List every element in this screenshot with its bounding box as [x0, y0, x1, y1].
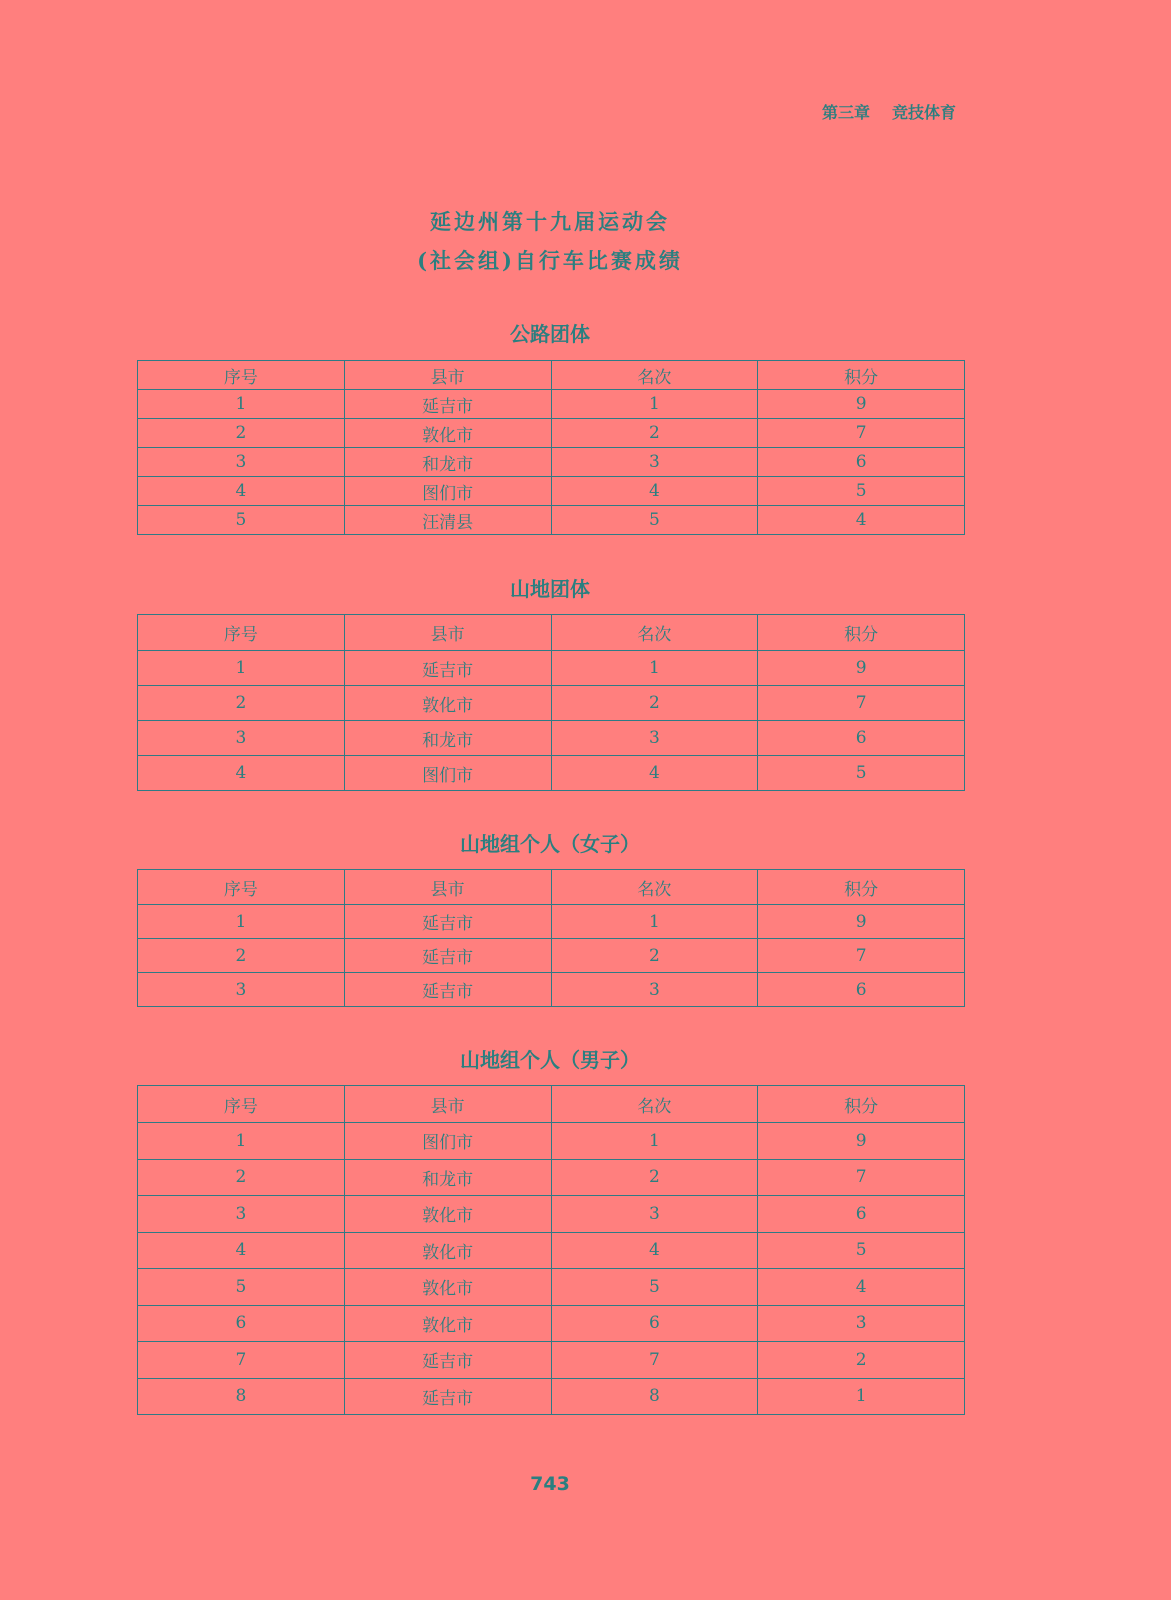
table-cell: 9	[758, 905, 965, 939]
table-cell: 延吉市	[344, 1342, 551, 1379]
table-row	[138, 1305, 965, 1342]
table-cell: 1	[551, 651, 758, 686]
table-cell: 6	[758, 448, 965, 477]
table-cell: 2	[551, 686, 758, 721]
table-cell: 5	[551, 506, 758, 535]
table-cell: 9	[758, 1123, 965, 1160]
table-cell: 3	[138, 721, 345, 756]
column-header: 序号	[138, 361, 345, 390]
table-row	[138, 390, 965, 419]
column-header: 名次	[551, 615, 758, 651]
table-cell: 7	[758, 939, 965, 973]
table-cell: 图们市	[344, 1123, 551, 1160]
column-header: 名次	[551, 361, 758, 390]
section-title: 公路团体	[510, 322, 590, 346]
table-row	[138, 1342, 965, 1379]
table-cell: 4	[758, 506, 965, 535]
table-cell: 4	[138, 477, 345, 506]
table-cell: 3	[138, 973, 345, 1007]
table-cell: 和龙市	[344, 1159, 551, 1196]
table-cell: 5	[551, 1269, 758, 1306]
table-cell: 5	[138, 1269, 345, 1306]
table-cell: 敦化市	[344, 1232, 551, 1269]
table-cell: 2	[758, 1342, 965, 1379]
table-row	[138, 477, 965, 506]
table-header-row	[138, 1086, 965, 1123]
table-cell: 7	[551, 1342, 758, 1379]
table-row	[138, 756, 965, 791]
table-header-row	[138, 615, 965, 651]
table-cell: 2	[138, 686, 345, 721]
table-cell: 4	[551, 477, 758, 506]
table-cell: 3	[758, 1305, 965, 1342]
table-cell: 延吉市	[344, 1378, 551, 1415]
table-cell: 7	[138, 1342, 345, 1379]
table-cell: 1	[551, 1123, 758, 1160]
table-cell: 1	[138, 905, 345, 939]
table-cell: 4	[138, 756, 345, 791]
document-title-line2: (社会组)自行车比赛成绩	[417, 248, 683, 273]
table-cell: 敦化市	[344, 1269, 551, 1306]
table-cell: 敦化市	[344, 1196, 551, 1233]
table-row	[138, 1269, 965, 1306]
table-row	[138, 721, 965, 756]
table-cell: 4	[551, 756, 758, 791]
section-title: 山地组个人（男子）	[460, 1048, 640, 1072]
table-cell: 2	[551, 939, 758, 973]
results-table	[137, 360, 965, 535]
table-row	[138, 973, 965, 1007]
table-row	[138, 1123, 965, 1160]
table-cell: 延吉市	[344, 651, 551, 686]
table-cell: 7	[758, 419, 965, 448]
table-cell: 5	[758, 756, 965, 791]
table-cell: 2	[138, 419, 345, 448]
table-cell: 7	[758, 1159, 965, 1196]
table-cell: 1	[138, 1123, 345, 1160]
table-cell: 1	[758, 1378, 965, 1415]
table-cell: 9	[758, 390, 965, 419]
table-cell: 4	[138, 1232, 345, 1269]
table-header-row	[138, 870, 965, 905]
table-row	[138, 419, 965, 448]
table-cell: 1	[551, 905, 758, 939]
results-table	[137, 1085, 965, 1415]
table-cell: 和龙市	[344, 721, 551, 756]
table-cell: 3	[138, 1196, 345, 1233]
table-cell: 2	[138, 939, 345, 973]
column-header: 名次	[551, 870, 758, 905]
column-header: 名次	[551, 1086, 758, 1123]
table-row	[138, 448, 965, 477]
table-cell: 2	[551, 1159, 758, 1196]
table-cell: 5	[138, 506, 345, 535]
table-row	[138, 1378, 965, 1415]
table-cell: 7	[758, 686, 965, 721]
page-number: 743	[530, 1473, 570, 1495]
table-cell: 3	[551, 448, 758, 477]
column-header: 积分	[758, 1086, 965, 1123]
table-cell: 延吉市	[344, 973, 551, 1007]
table-cell: 图们市	[344, 756, 551, 791]
table-cell: 2	[138, 1159, 345, 1196]
table-cell: 6	[758, 1196, 965, 1233]
table-cell: 5	[758, 1232, 965, 1269]
chapter-title: 竞技体育	[892, 103, 957, 122]
column-header: 序号	[138, 615, 345, 651]
table-cell: 延吉市	[344, 390, 551, 419]
document-title-line1: 延边州第十九届运动会	[430, 209, 670, 234]
table-cell: 4	[758, 1269, 965, 1306]
column-header: 积分	[758, 870, 965, 905]
table-cell: 1	[138, 651, 345, 686]
table-header-row	[138, 361, 965, 390]
table-row	[138, 651, 965, 686]
table-cell: 8	[551, 1378, 758, 1415]
column-header: 县市	[344, 1086, 551, 1123]
column-header: 序号	[138, 870, 345, 905]
table-cell: 延吉市	[344, 939, 551, 973]
column-header: 积分	[758, 615, 965, 651]
table-row	[138, 1232, 965, 1269]
table-cell: 和龙市	[344, 448, 551, 477]
table-cell: 敦化市	[344, 1305, 551, 1342]
table-cell: 6	[138, 1305, 345, 1342]
table-cell: 1	[551, 390, 758, 419]
table-cell: 6	[551, 1305, 758, 1342]
table-row	[138, 506, 965, 535]
column-header: 积分	[758, 361, 965, 390]
section-title: 山地团体	[510, 577, 590, 601]
table-cell: 3	[551, 1196, 758, 1233]
results-table	[137, 869, 965, 1007]
table-row	[138, 939, 965, 973]
chapter-label: 第三章	[822, 103, 871, 122]
table-cell: 3	[551, 721, 758, 756]
table-cell: 敦化市	[344, 419, 551, 448]
table-cell: 1	[138, 390, 345, 419]
table-cell: 3	[138, 448, 345, 477]
table-cell: 5	[758, 477, 965, 506]
column-header: 县市	[344, 870, 551, 905]
table-cell: 2	[551, 419, 758, 448]
column-header: 序号	[138, 1086, 345, 1123]
table-row	[138, 905, 965, 939]
table-cell: 3	[551, 973, 758, 1007]
table-cell: 延吉市	[344, 905, 551, 939]
column-header: 县市	[344, 615, 551, 651]
table-cell: 敦化市	[344, 686, 551, 721]
running-head	[822, 100, 956, 123]
results-table	[137, 614, 965, 791]
table-row	[138, 1159, 965, 1196]
column-header: 县市	[344, 361, 551, 390]
table-cell: 汪清县	[344, 506, 551, 535]
table-cell: 6	[758, 973, 965, 1007]
table-cell: 6	[758, 721, 965, 756]
table-cell: 9	[758, 651, 965, 686]
table-cell: 8	[138, 1378, 345, 1415]
table-cell: 4	[551, 1232, 758, 1269]
section-title: 山地组个人（女子）	[460, 832, 640, 856]
table-row	[138, 686, 965, 721]
table-cell: 图们市	[344, 477, 551, 506]
table-row	[138, 1196, 965, 1233]
